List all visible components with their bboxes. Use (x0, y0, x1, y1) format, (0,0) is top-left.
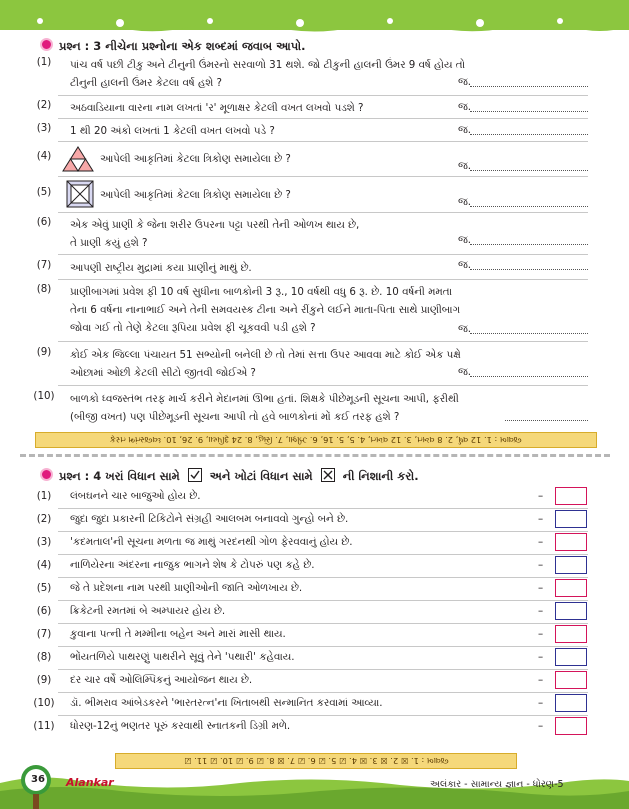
answer-checkbox[interactable] (555, 556, 587, 574)
answer-checkbox[interactable] (555, 671, 587, 689)
tick-box-icon (188, 468, 202, 482)
divider (58, 95, 588, 96)
triangle-figure-icon (62, 146, 94, 172)
divider (58, 341, 588, 342)
tree-logo-icon (14, 764, 58, 809)
divider (58, 118, 588, 119)
answer-checkbox[interactable] (555, 533, 587, 551)
page-number: 36 (31, 774, 45, 785)
section3-heading: પ્રશ્ન : 3 નીચેના પ્રશ્નોના એક શબ્દમાં જવાબ આપો. (40, 38, 305, 54)
answer-checkbox[interactable] (555, 602, 587, 620)
answer-field[interactable] (470, 74, 588, 87)
answer-checkbox[interactable] (555, 487, 587, 505)
answer-checkbox[interactable] (555, 648, 587, 666)
divider (58, 176, 588, 177)
answer-checkbox[interactable] (555, 694, 587, 712)
answer-field[interactable] (505, 408, 588, 421)
answer-checkbox[interactable] (555, 510, 587, 528)
divider (58, 254, 588, 255)
bullet-icon (40, 468, 53, 481)
answer-field[interactable] (470, 364, 588, 377)
divider (58, 279, 588, 280)
section4-heading: પ્રશ્ન : 4 ખરાં વિધાન સામે અને ખોટાં વિધાન સામે ની નિશાની કરો. (40, 468, 419, 484)
answer-field[interactable] (470, 122, 588, 135)
cross-box-icon (321, 468, 335, 482)
answer-field[interactable] (470, 158, 588, 171)
answer-key-section4: જવાબ : 1. ☒ 2. ☒ 3. ☒ 4. ☑ 5. ☑ 6. ☑ 7. ☒ 8. ☑ 9. ☑ 10. ☑ 11. ☑ (115, 753, 517, 769)
divider (58, 385, 588, 386)
cut-line (20, 454, 610, 457)
answer-field[interactable] (470, 257, 588, 270)
answer-field[interactable] (470, 99, 588, 112)
answer-key-section3: જવાબ : 1. 12 વર્ષ, 2. 8 વખત, 3. 12 વખત, 4. 5, 5. 16, 6. ઝીબ્રા, 7. સિંહ, 8. 24 રૂપિયા, 9. 26, 10. ધ્વજસ્તંભ તરફ (35, 432, 597, 448)
answer-field[interactable] (470, 232, 588, 245)
answer-checkbox[interactable] (555, 625, 587, 643)
divider (58, 212, 588, 213)
answer-field[interactable] (470, 321, 588, 334)
top-wave-decoration (0, 18, 629, 38)
answer-checkbox[interactable] (555, 717, 587, 735)
answer-checkbox[interactable] (555, 579, 587, 597)
bullet-icon (40, 38, 53, 51)
divider (58, 141, 588, 142)
brand-logo: Alankar (66, 776, 114, 789)
footer-title: અલંકાર - સામાન્ય જ્ઞાન - ધોરણ-5 (430, 779, 564, 790)
answer-field[interactable] (470, 194, 588, 207)
square-figure-icon (66, 180, 94, 208)
